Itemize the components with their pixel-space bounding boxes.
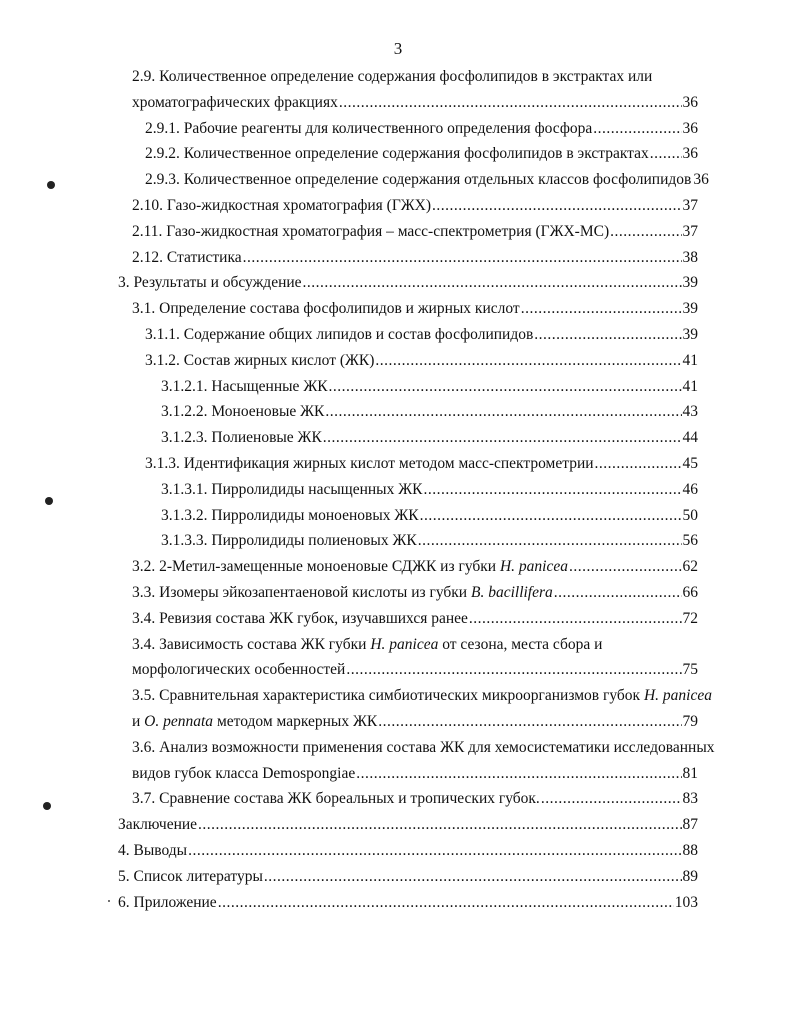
toc-entry-label: морфологических особенностей: [132, 661, 346, 679]
toc-page-number: 83: [682, 790, 698, 808]
dot-leader: [554, 580, 682, 606]
toc-page-number: 36: [682, 145, 698, 163]
table-of-contents: [0, 64, 796, 915]
toc-entry-label: 3.3. Изомеры эйкозапентаеновой кислоты из губки B. bacillifera: [132, 583, 553, 601]
toc-page-number: 89: [682, 867, 698, 885]
toc-entry-3-1-2-2[interactable]: [161, 399, 698, 425]
toc-page-number: 39: [682, 300, 698, 318]
toc-entry-label: 3.4. Ревизия состава ЖК губок, изучавшихся ранее: [132, 609, 468, 627]
toc-page-number: 46: [682, 480, 698, 498]
toc-entry-3-7[interactable]: [132, 786, 698, 812]
dot-leader: [323, 425, 682, 451]
dot-leader: [521, 296, 682, 322]
dot-leader: [339, 90, 682, 116]
toc-entry-label: и O. pennata методом маркерных ЖК: [132, 712, 378, 730]
toc-entry-label: 3.1.3.2. Пирролидиды моноеновых ЖК: [161, 506, 419, 524]
dot-leader: [610, 219, 681, 245]
toc-page-number: 87: [682, 816, 698, 834]
toc-entry-6[interactable]: [118, 890, 698, 916]
toc-page-number: 44: [682, 429, 698, 447]
toc-entry-2-11[interactable]: [132, 219, 698, 245]
toc-entry-3-1-3-2[interactable]: [161, 503, 698, 529]
toc-entry-label: 4. Выводы: [118, 841, 188, 859]
toc-entry-3-4-dependence[interactable]: [132, 632, 698, 684]
toc-entry-label: 3.1.2. Состав жирных кислот (ЖК): [145, 351, 375, 369]
toc-entry-label: 2.9.2. Количественное определение содержания фосфолипидов в экстрактах: [145, 145, 649, 163]
toc-entry-2-9[interactable]: [132, 64, 698, 116]
toc-entry-2-9-2[interactable]: [145, 141, 698, 167]
toc-entry-3-1-1[interactable]: [145, 322, 698, 348]
toc-page-number: 45: [682, 454, 698, 472]
dot-leader: [356, 761, 681, 787]
dot-leader: [423, 477, 681, 503]
toc-entry-label: 2.9.3. Количественное определение содержания отдельных классов фосфолипидов: [145, 171, 692, 189]
page-number: 3: [393, 39, 403, 58]
toc-page-number: 39: [682, 325, 698, 343]
toc-entry-2-9-3[interactable]: [145, 167, 709, 193]
toc-entry-3-1-2[interactable]: [145, 348, 698, 374]
dot-leader: [303, 270, 682, 296]
dot-leader: [218, 890, 674, 916]
toc-entry-2-9-1[interactable]: [145, 116, 698, 142]
toc-entry-label: 2.9.1. Рабочие реагенты для количественного определения фосфора: [145, 119, 593, 137]
toc-entry-label: 3. Результаты и обсуждение: [118, 274, 302, 292]
toc-page-number: 36: [693, 171, 709, 189]
dot-leader: [593, 116, 681, 142]
dot-leader: [418, 528, 682, 554]
dot-leader: [188, 838, 681, 864]
toc-entry-line1: 3.4. Зависимость состава ЖК губки H. panicea от сезона, места сбора и: [132, 635, 603, 653]
dot-leader: [375, 348, 681, 374]
toc-entry-label: 2.10. Газо-жидкостная хроматография (ГЖХ): [132, 196, 432, 214]
toc-entry-3-5[interactable]: [132, 683, 712, 735]
dot-leader: [346, 657, 681, 683]
toc-entry-4[interactable]: [118, 838, 698, 864]
dot-leader: [243, 245, 682, 271]
toc-entry-2-12[interactable]: [132, 245, 698, 271]
toc-page-number: 56: [682, 532, 698, 550]
dot-leader: [325, 399, 681, 425]
toc-page-number: 75: [682, 661, 698, 679]
toc-entry-label: 3.1.3.3. Пирролидиды полиеновых ЖК: [161, 532, 417, 550]
toc-entry-label: 2.11. Газо-жидкостная хроматография – масс-спектрометрия (ГЖХ-МС): [132, 222, 610, 240]
toc-entry-label: хроматографических фракциях: [132, 93, 338, 111]
toc-entry-label: 3.2. 2-Метил-замещенные моноеновые СДЖК из губки H. panicea: [132, 558, 568, 576]
toc-entry-3[interactable]: [118, 270, 698, 296]
toc-entry-label: 3.1.2.3. Полиеновые ЖК: [161, 429, 322, 447]
toc-page-number: 39: [682, 274, 698, 292]
dot-leader: [469, 606, 682, 632]
scan-speck: [108, 900, 110, 902]
dot-leader: [595, 451, 682, 477]
toc-entry-3-4-revision[interactable]: [132, 606, 698, 632]
toc-entry-line1: 3.5. Сравнительная характеристика симбиотических микроорганизмов губок H. panicea: [132, 687, 712, 705]
toc-page-number: 41: [682, 351, 698, 369]
binding-hole-mark: [45, 497, 53, 505]
toc-page-number: 88: [682, 841, 698, 859]
toc-entry-label: 3.1.2.1. Насыщенные ЖК: [161, 377, 328, 395]
toc-page-number: 62: [682, 558, 698, 576]
toc-entry-line1: 3.6. Анализ возможности применения состава ЖК для хемосистематики исследованных: [132, 738, 715, 756]
toc-entry-2-10[interactable]: [132, 193, 698, 219]
toc-page-number: 72: [682, 609, 698, 627]
toc-entry-label: 2.12. Статистика: [132, 248, 242, 266]
toc-entry-3-1[interactable]: [132, 296, 698, 322]
toc-entry-label: видов губок класса Demospongiae: [132, 764, 356, 782]
dot-leader: [378, 709, 681, 735]
toc-entry-label: Заключение: [118, 816, 198, 834]
toc-entry-label: 3.1.1. Содержание общих липидов и состав фосфолипидов: [145, 325, 534, 343]
toc-entry-3-6[interactable]: [132, 735, 715, 787]
toc-entry-label: 3.1.3. Идентификация жирных кислот методом масс-спектрометрии: [145, 454, 594, 472]
toc-entry-3-1-2-1[interactable]: [161, 374, 698, 400]
toc-entry-conclusion[interactable]: [118, 812, 698, 838]
dot-leader: [420, 503, 682, 529]
toc-entry-label: 3.1.3.1. Пирролидиды насыщенных ЖК: [161, 480, 423, 498]
toc-entry-3-1-3[interactable]: [145, 451, 698, 477]
toc-entry-label: 3.7. Сравнение состава ЖК бореальных и тропических губок.: [132, 790, 540, 808]
binding-hole-mark: [43, 802, 51, 810]
dot-leader: [264, 864, 682, 890]
toc-entry-3-2[interactable]: [132, 554, 698, 580]
toc-entry-5[interactable]: [118, 864, 698, 890]
toc-entry-3-1-2-3[interactable]: [161, 425, 698, 451]
dot-leader: [650, 141, 682, 167]
toc-page-number: 36: [682, 119, 698, 137]
toc-page-number: 43: [682, 403, 698, 421]
toc-entry-label: 3.1. Определение состава фосфолипидов и жирных кислот: [132, 300, 520, 318]
toc-entry-3-1-3-3[interactable]: [161, 528, 698, 554]
toc-page-number: 103: [674, 893, 698, 911]
toc-page-number: 41: [682, 377, 698, 395]
dot-leader: [541, 786, 682, 812]
toc-entry-3-1-3-1[interactable]: [161, 477, 698, 503]
toc-entry-label: 6. Приложение: [118, 893, 217, 911]
toc-page-number: 50: [682, 506, 698, 524]
toc-page-number: 37: [682, 196, 698, 214]
toc-page-number: 36: [682, 93, 698, 111]
dot-leader: [329, 374, 682, 400]
toc-entry-3-3[interactable]: [132, 580, 698, 606]
toc-page-number: 81: [682, 764, 698, 782]
dot-leader: [198, 812, 681, 838]
toc-page-number: 37: [682, 222, 698, 240]
toc-entry-line1: 2.9. Количественное определение содержания фосфолипидов в экстрактах или: [132, 68, 653, 85]
dot-leader: [432, 193, 681, 219]
binding-hole-mark: [47, 181, 55, 189]
toc-page-number: 79: [682, 712, 698, 730]
toc-entry-label: 5. Список литературы: [118, 867, 263, 885]
toc-entry-label: 3.1.2.2. Моноеновые ЖК: [161, 403, 325, 421]
dot-leader: [569, 554, 682, 580]
toc-page-number: 66: [682, 583, 698, 601]
toc-page-number: 38: [682, 248, 698, 266]
dot-leader: [534, 322, 681, 348]
